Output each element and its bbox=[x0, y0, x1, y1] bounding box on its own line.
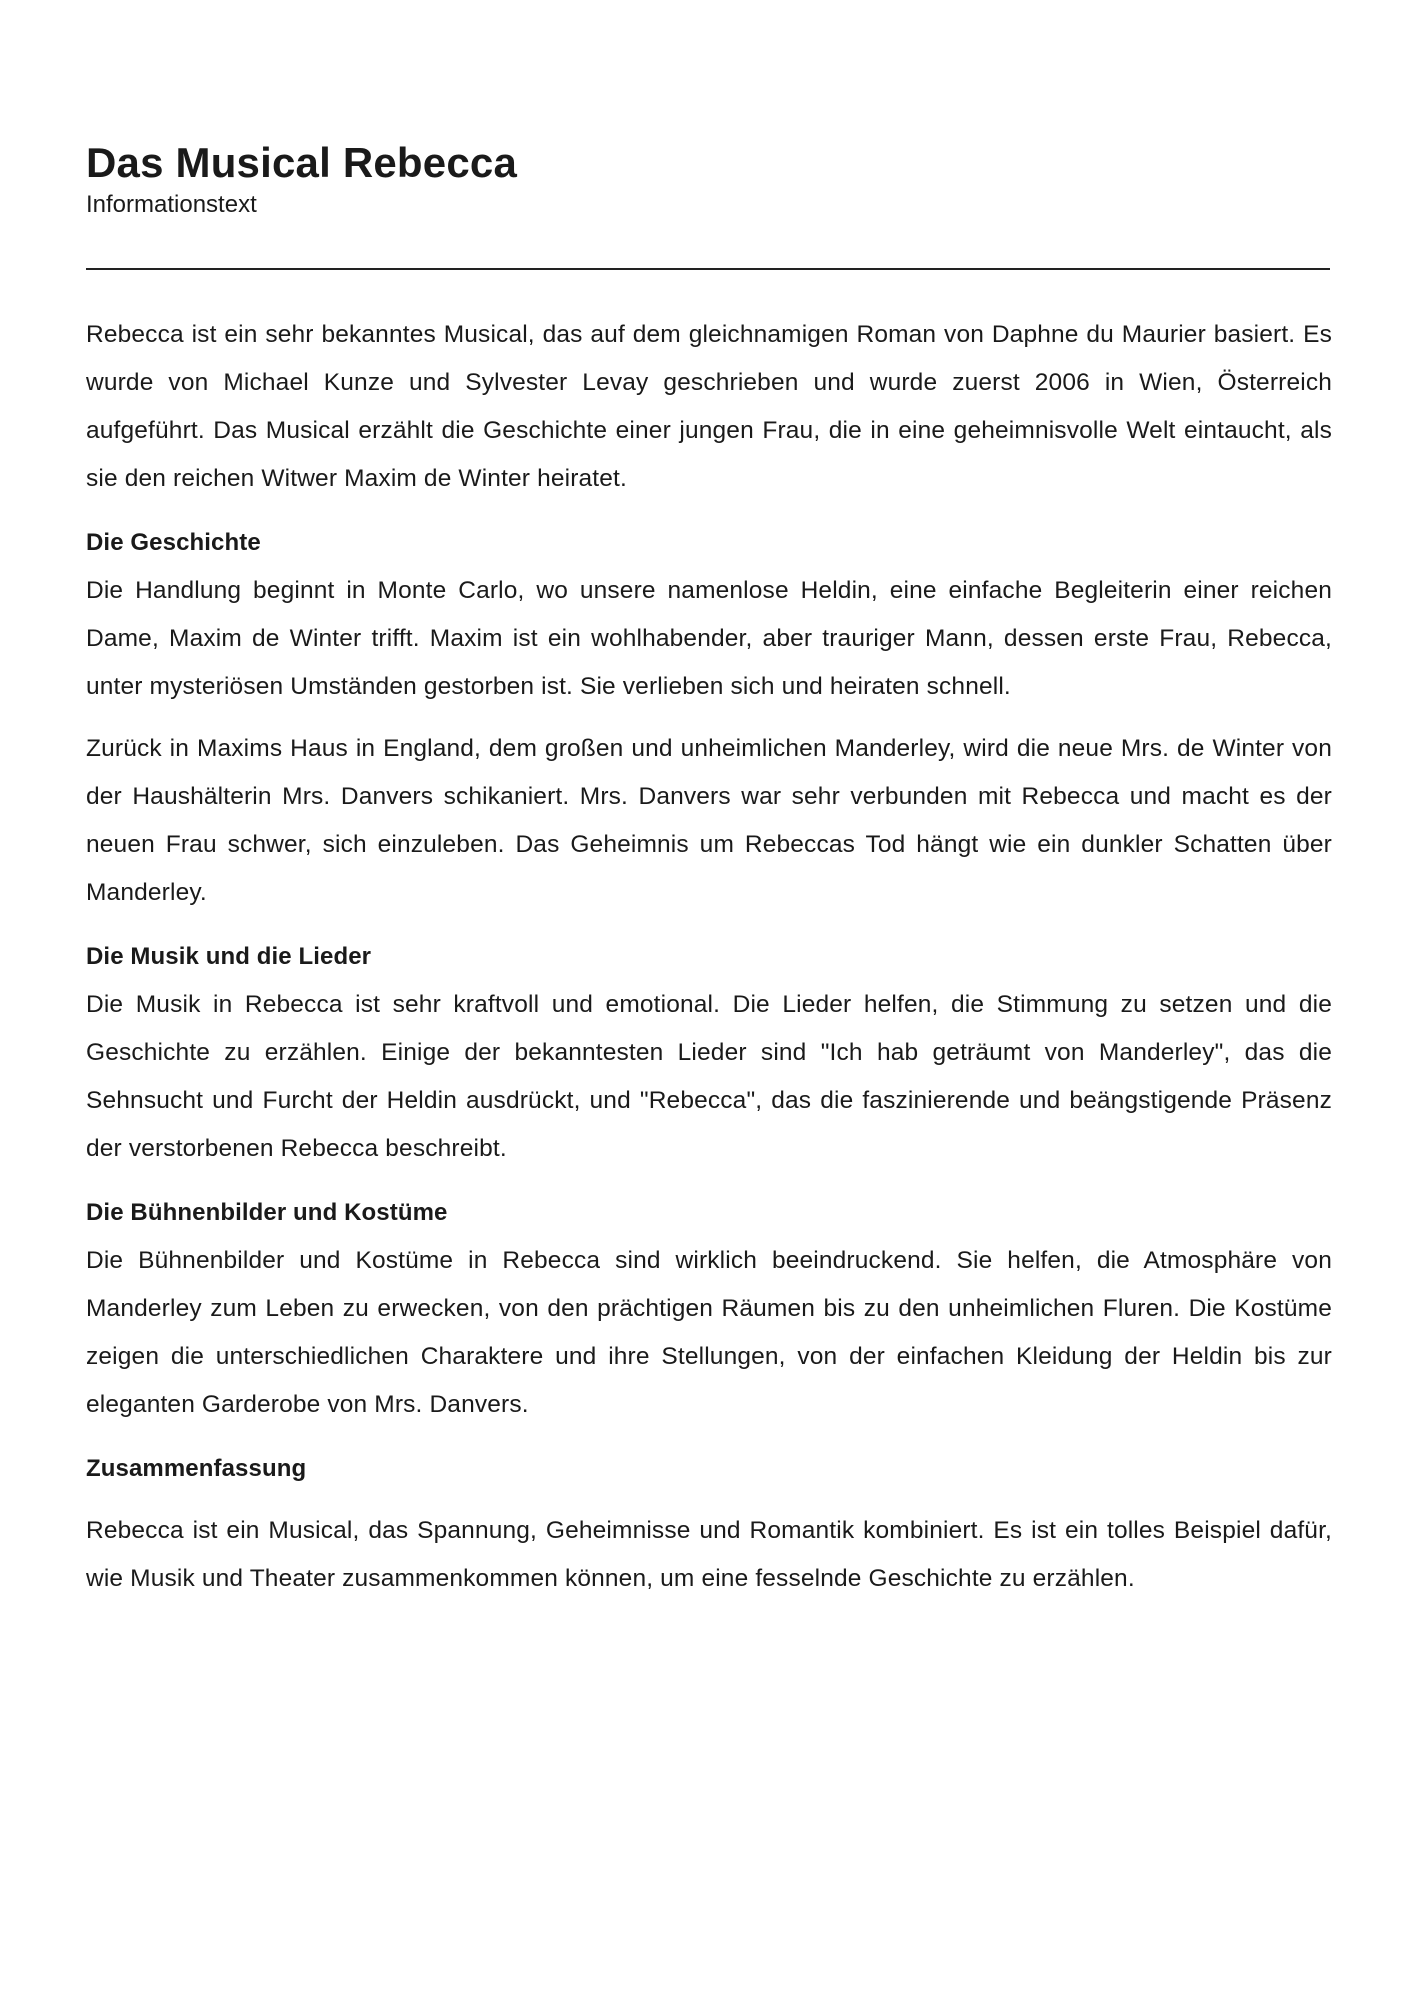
spacer bbox=[86, 1429, 1332, 1445]
section-paragraph: Rebecca ist ein Musical, das Spannung, Geheimnisse und Romantik kombiniert. Es ist ein tolles Beispiel dafür, wie Musik und Theater zusammenkommen können, um eine fesselnde Geschichte zu erzählen. bbox=[86, 1517, 1332, 1592]
section-heading-buehnenbilder: Die Bühnenbilder und Kostüme bbox=[86, 1199, 448, 1226]
page-title: Das Musical Rebecca bbox=[86, 139, 518, 186]
title-divider bbox=[86, 268, 1330, 270]
section-heading-musik: Die Musik und die Lieder bbox=[86, 943, 372, 970]
spacer bbox=[86, 917, 1332, 933]
spacer bbox=[86, 711, 1332, 725]
section-paragraph: Die Handlung beginnt in Monte Carlo, wo unsere namenlose Heldin, eine einfache Begleiterin einer reichen Dame, Maxim de Winter trifft. Maxim ist ein wohlhabender, aber trauriger Mann, dessen erste Frau, Rebecca, unter mysteriösen Umständen gestorben ist. Sie verlieben sich und heiraten schnell. bbox=[86, 577, 1332, 700]
spacer bbox=[86, 1173, 1332, 1189]
section-paragraph: Zurück in Maxims Haus in England, dem großen und unheimlichen Manderley, wird die neue Mrs. de Winter von der Haushälterin Mrs. Danvers schikaniert. Mrs. Danvers war sehr verbunden mit Rebecca und macht es der neuen Frau schwer, sich einzuleben. Das Geheimnis um Rebeccas Tod hängt wie ein dunkler Schatten über Manderley. bbox=[86, 735, 1332, 906]
section-paragraph: Die Musik in Rebecca ist sehr kraftvoll und emotional. Die Lieder helfen, die Stimmung zu setzen und die Geschichte zu erzählen. Einige der bekanntesten Lieder sind "Ich hab geträumt von Manderley", das die Sehnsucht und Furcht der Heldin ausdrückt, und "Rebecca", das die faszinierende und beängstigende Präsenz der verstorbenen Rebecca beschreibt. bbox=[86, 991, 1332, 1162]
page-subtitle: Informationstext bbox=[86, 191, 257, 218]
spacer bbox=[86, 1493, 1332, 1507]
section-paragraph: Die Bühnenbilder und Kostüme in Rebecca sind wirklich beeindruckend. Sie helfen, die Atmosphäre von Manderley zum Leben zu erwecken, von den prächtigen Räumen bis zu den unheimlichen Fluren. Die Kostüme zeigen die unterschiedlichen Charaktere und ihre Stellungen, von der einfachen Kleidung der Heldin bis zur eleganten Garderobe von Mrs. Danvers. bbox=[86, 1247, 1332, 1418]
document-body bbox=[86, 311, 1332, 1603]
section-heading-geschichte: Die Geschichte bbox=[86, 529, 261, 556]
spacer bbox=[86, 503, 1332, 519]
section-heading-zusammenfassung: Zusammenfassung bbox=[86, 1455, 307, 1482]
intro-paragraph: Rebecca ist ein sehr bekanntes Musical, das auf dem gleichnamigen Roman von Daphne du Maurier basiert. Es wurde von Michael Kunze und Sylvester Levay geschrieben und wurde zuerst 2006 in Wien, Österreich aufgeführt. Das Musical erzählt die Geschichte einer jungen Frau, die in eine geheimnisvolle Welt eintaucht, als sie den reichen Witwer Maxim de Winter heiratet. bbox=[86, 321, 1332, 492]
